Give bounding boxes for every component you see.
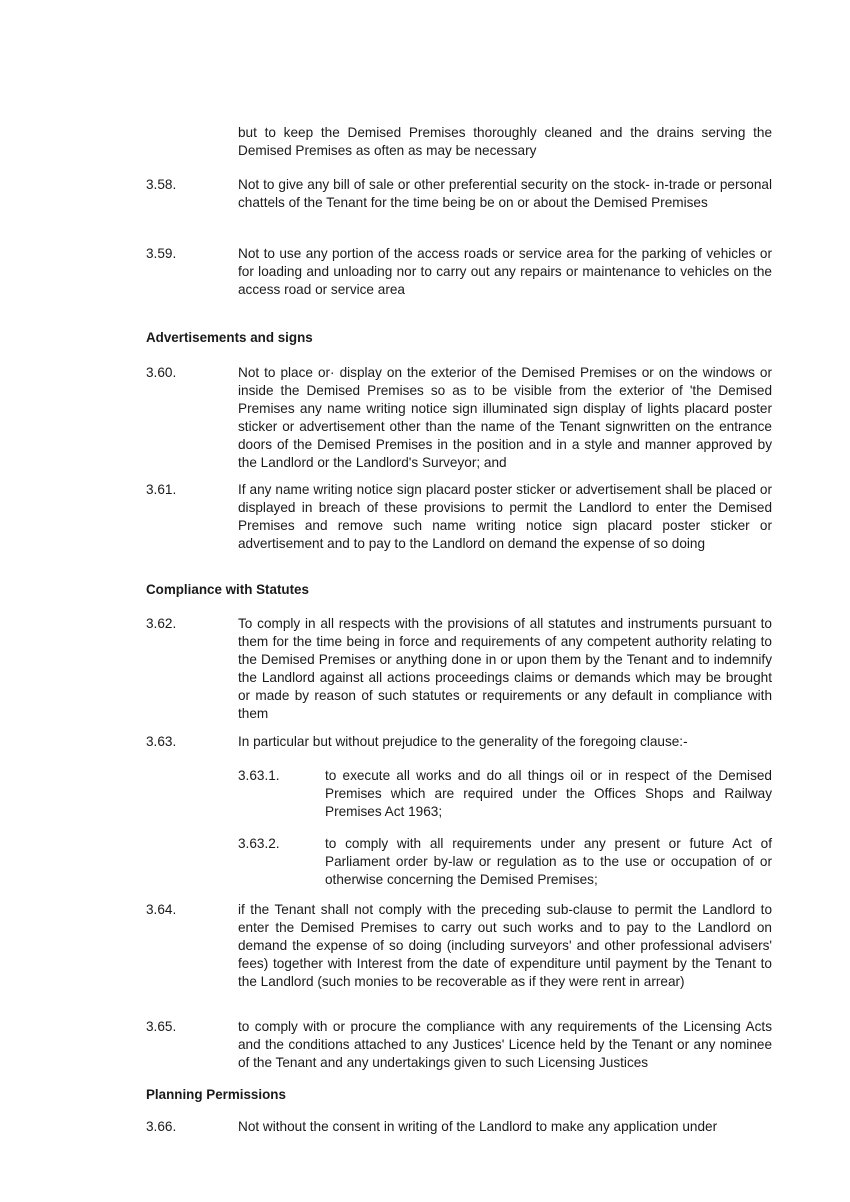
clause-text: Not to give any bill of sale or other preferential security on the stock- in-trade or personal chattels of the Tenant for the time being be on or about the Demised Premises <box>238 177 772 210</box>
clause-text: if the Tenant shall not comply with the preceding sub-clause to permit the Landlord to enter the Demised Premises to carry out such works and to pay to the Landlord on demand the expense of so doing (including surveyors' and other professional advisers' fees) together with Interest from the date of expenditure until payment by the Tenant to the Landlord (such monies to be recoverable as if they were rent in arrear) <box>238 902 772 989</box>
clause-text: to comply with or procure the compliance with any requirements of the Licensing Acts and the conditions attached to any Justices' Licence held by the Tenant or any nominee of the Tenant and any undertakings given to such Licensing Justices <box>238 1019 772 1070</box>
clause-3-63 <box>146 733 772 751</box>
clause-number: 3.58. <box>146 177 177 192</box>
continuation-paragraph: but to keep the Demised Premises thoroughly cleaned and the drains serving the Demised Premises as often as may be necessary <box>238 125 772 158</box>
clause-number: 3.62. <box>146 616 177 631</box>
subclause-text: to execute all works and do all things oil or in respect of the Demised Premises which are required under the Offices Shops and Railway Premises Act 1963; <box>325 768 772 819</box>
section-heading-planning: Planning Permissions <box>146 1087 286 1102</box>
clause-text: To comply in all respects with the provisions of all statutes and instruments pursuant to them for the time being in force and requirements of any competent authority relating to the Demised Premises or anything done in or upon them by the Tenant and to indemnify the Landlord against all actions proceedings claims or demands which may be brought or made by reason of such statutes or requirements or any default in compliance with them <box>238 616 772 721</box>
clause-3-64 <box>146 901 772 991</box>
subclause-3-63-2 <box>238 835 772 889</box>
clause-3-66 <box>146 1118 772 1136</box>
clause-3-59 <box>146 245 772 299</box>
subclause-3-63-1 <box>238 767 772 821</box>
subclause-text: to comply with all requirements under any present or future Act of Parliament order by-law or regulation as to the use or occupation of or otherwise concerning the Demised Premises; <box>325 836 772 887</box>
clause-number: 3.64. <box>146 902 177 917</box>
subclause-number: 3.63.1. <box>238 768 280 783</box>
clause-text: Not to place or· display on the exterior of the Demised Premises or on the windows or inside the Demised Premises so as to be visible from the exterior of 'the Demised Premises any name writing notice sign illuminated sign display of lights placard poster sticker or advertisement other than the name of the Tenant signwritten on the entrance doors of the Demised Premises in the position and in a style and manner approved by the Landlord or the Landlord's Surveyor; and <box>238 365 772 470</box>
clause-text: Not without the consent in writing of the Landlord to make any application under <box>238 1119 718 1134</box>
clause-text: Not to use any portion of the access roads or service area for the parking of vehicles or for loading and unloading nor to carry out any repairs or maintenance to vehicles on the access road or service area <box>238 246 772 297</box>
subclause-number: 3.63.2. <box>238 836 280 851</box>
clause-3-62 <box>146 615 772 723</box>
section-heading-compliance: Compliance with Statutes <box>146 582 309 597</box>
clause-number: 3.65. <box>146 1019 177 1034</box>
clause-number: 3.60. <box>146 365 177 380</box>
clause-3-65 <box>146 1018 772 1072</box>
clause-text: In particular but without prejudice to the generality of the foregoing clause:- <box>238 734 688 749</box>
clause-3-58 <box>146 176 772 212</box>
clause-3-60 <box>146 364 772 472</box>
clause-number: 3.63. <box>146 734 177 749</box>
clause-number: 3.61. <box>146 482 177 497</box>
clause-3-61 <box>146 481 772 553</box>
clause-number: 3.66. <box>146 1119 177 1134</box>
clause-number: 3.59. <box>146 246 177 261</box>
section-heading-advertisements: Advertisements and signs <box>146 330 313 345</box>
clause-text: If any name writing notice sign placard poster sticker or advertisement shall be placed or displayed in breach of these provisions to permit the Landlord to enter the Demised Premises and remove such name writing notice sign placard poster sticker or advertisement and to pay to the Landlord on demand the expense of so doing <box>238 482 772 551</box>
